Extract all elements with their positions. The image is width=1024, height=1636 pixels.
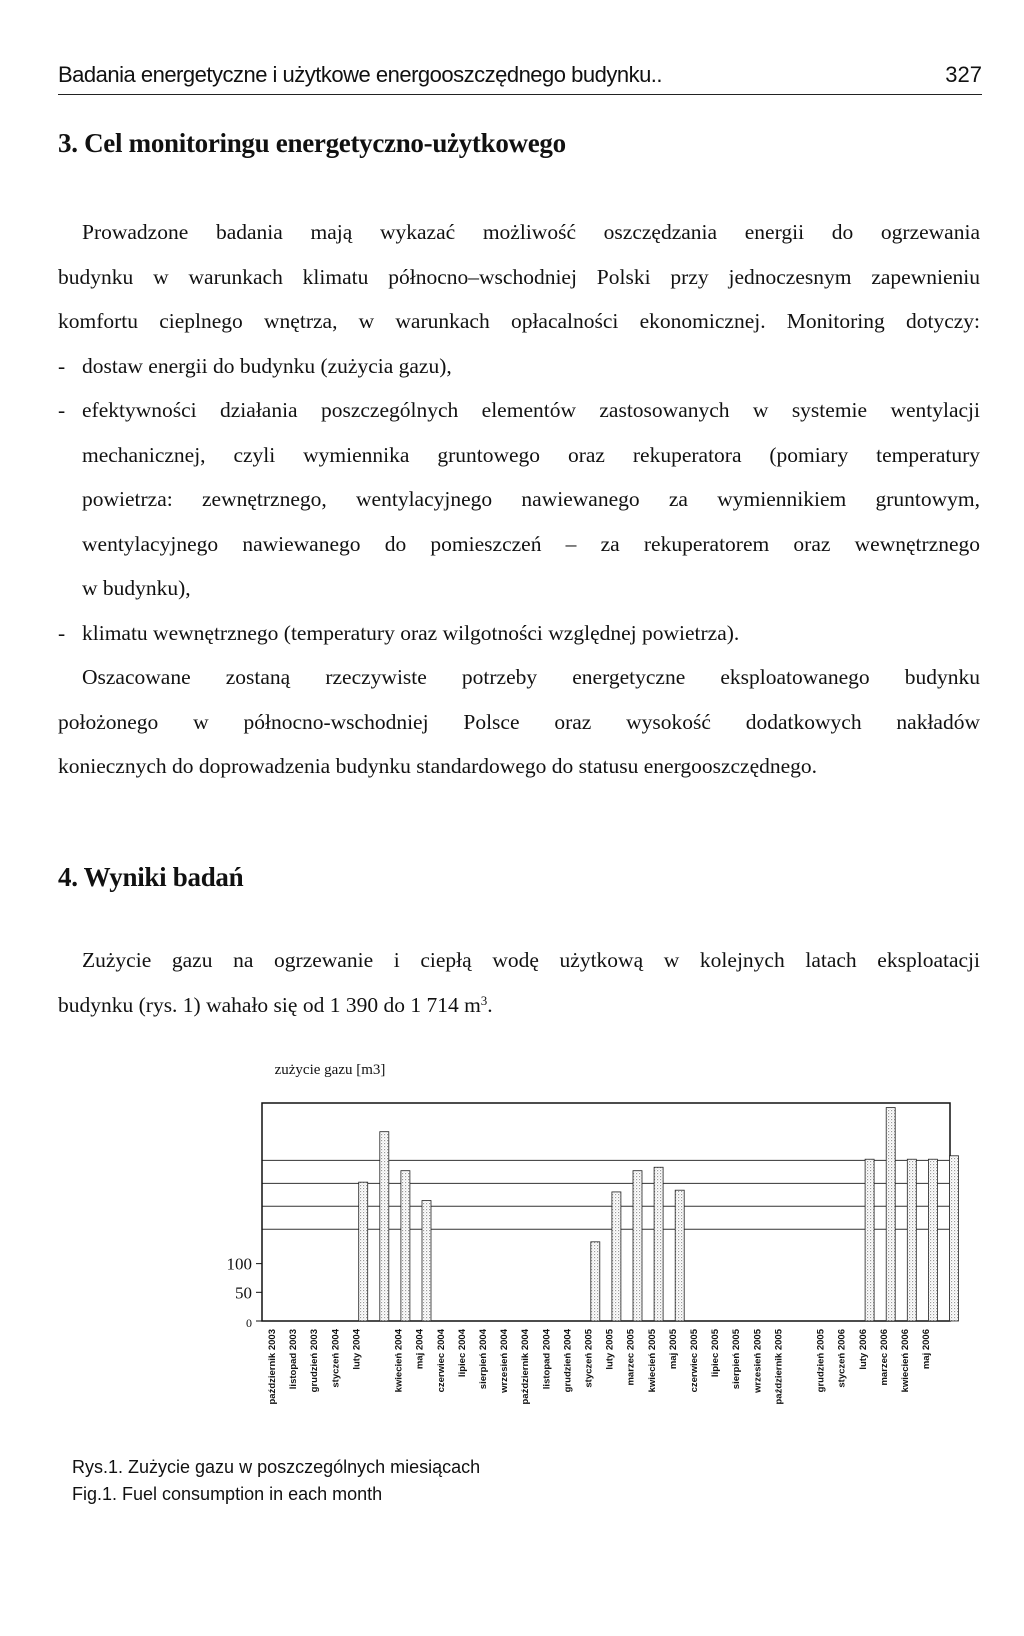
bar <box>359 1182 368 1321</box>
x-tick-label: maj 2006 <box>921 1329 933 1370</box>
bullet-2-line-3: powietrza: zewnętrznego, wentylacyjnego nawiewanego za wymiennikiem gruntowym, <box>82 487 980 511</box>
intro-line-2: budynku w warunkach klimatu północno–wschodniej Polski przy jednoczesnym zapewnieniu <box>58 264 980 289</box>
bullet-1-text: dostaw energii do budynku (zużycia gazu), <box>82 353 452 378</box>
closing-line-1: Oszacowane zostaną rzeczywiste potrzeby energetyczne eksploatowanego budynku <box>82 665 980 689</box>
x-tick-label: grudzień 2004 <box>562 1329 574 1393</box>
bar <box>654 1167 663 1321</box>
y-tick-label: 0 <box>246 1316 252 1330</box>
x-tick-label: marzec 2005 <box>625 1329 637 1386</box>
chart-title: zużycie gazu [m3] <box>274 1062 386 1078</box>
x-tick-label: październik 2003 <box>267 1329 278 1405</box>
section-4-heading: 4. Wyniki badań <box>58 862 244 892</box>
y-axis-ticks <box>227 1255 263 1330</box>
chart-bars <box>359 1108 959 1321</box>
x-tick-label: lipiec 2004 <box>456 1329 468 1378</box>
results-line-1: Zużycie gazu na ogrzewanie i ciepłą wodę użytkową w kolejnych latach eksploatacji <box>82 948 980 972</box>
results-line-2-end: . <box>487 992 493 1017</box>
bar <box>380 1132 389 1321</box>
x-tick-label: maj 2005 <box>667 1329 679 1370</box>
intro-line-1: Prowadzone badania mają wykazać możliwość oszczędzania energii do ogrzewania <box>82 220 980 244</box>
x-tick-label: kwiecień 2006 <box>900 1329 911 1393</box>
y-tick-label: 100 <box>226 1254 252 1274</box>
bar <box>907 1159 916 1321</box>
x-axis-labels <box>267 1328 932 1404</box>
bullet-2-line-1: efektywności działania poszczególnych elementów zastosowanych w systemie wentylacji <box>82 398 980 422</box>
bar <box>422 1201 431 1321</box>
x-tick-label: październik 2005 <box>773 1329 785 1405</box>
x-tick-label: czerwiec 2004 <box>435 1329 447 1393</box>
bullet-2-line-5: w budynku), <box>82 576 191 600</box>
bar <box>675 1190 684 1321</box>
x-tick-label: marzec 2006 <box>878 1329 890 1386</box>
x-tick-label: lipiec 2005 <box>710 1329 722 1378</box>
x-tick-label: styczeń 2004 <box>330 1329 342 1388</box>
x-tick-label: sierpień 2004 <box>478 1329 489 1390</box>
bar <box>633 1171 642 1321</box>
x-tick-label: listopad 2004 <box>541 1329 553 1390</box>
closing-line-2: położonego w północno-wschodniej Polsce oraz wysokość dodatkowych nakładów <box>58 709 980 734</box>
page-number: 327 <box>945 62 982 87</box>
x-tick-label: czerwiec 2005 <box>689 1329 700 1393</box>
bar <box>401 1171 410 1321</box>
bullet-dash: - <box>58 398 66 422</box>
bar <box>950 1156 959 1321</box>
bar <box>591 1242 600 1321</box>
x-tick-label: grudzień 2003 <box>309 1329 321 1393</box>
x-tick-label: maj 2004 <box>414 1329 426 1370</box>
cubic-superscript: 3 <box>480 992 488 1008</box>
x-tick-label: wrzesień 2005 <box>752 1329 764 1393</box>
results-line-2-text: budynku (rys. 1) wahało się od 1 390 do 1 714 m <box>58 992 481 1017</box>
bullet-2-line-2: mechanicznej, czyli wymiennika gruntowego oraz rekuperatora (pomiary temperatury <box>82 442 980 467</box>
x-tick-label: luty 2004 <box>351 1329 363 1370</box>
x-tick-label: luty 2005 <box>604 1329 616 1370</box>
x-tick-label: styczeń 2005 <box>583 1329 595 1388</box>
closing-line-3: koniecznych do doprowadzenia budynku standardowego do statusu energooszczędnego. <box>58 754 818 778</box>
x-tick-label: luty 2006 <box>857 1329 869 1370</box>
intro-line-3: komfortu cieplnego wnętrza, w warunkach opłacalności ekonomicznej. Monitoring dotyczy: <box>58 309 980 333</box>
bar <box>612 1192 621 1321</box>
bullet-dash: - <box>58 353 66 378</box>
bar <box>928 1159 937 1321</box>
x-tick-label: październik 2004 <box>520 1329 532 1405</box>
figure-caption <box>72 1454 480 1508</box>
x-tick-label: styczeń 2006 <box>836 1329 848 1388</box>
caption-english: Fig.1. Fuel consumption in each month <box>72 1484 383 1504</box>
bullet-dash: - <box>58 620 66 645</box>
x-tick-label: grudzień 2005 <box>815 1329 827 1393</box>
x-tick-label: sierpień 2005 <box>731 1329 743 1390</box>
x-tick-label: kwiecień 2005 <box>646 1329 658 1393</box>
section-3-heading: 3. Cel monitoringu energetyczno-użytkowego <box>58 128 566 158</box>
bar <box>886 1108 895 1321</box>
bar <box>865 1159 874 1321</box>
bullet-3-text: klimatu wewnętrznego (temperatury oraz wilgotności względnej powietrza). <box>82 620 740 645</box>
x-tick-label: listopad 2003 <box>288 1329 300 1390</box>
running-title: Badania energetyczne i użytkowe energooszczędnego budynku.. <box>58 62 663 87</box>
y-tick-label: 50 <box>235 1283 252 1303</box>
caption-polish: Rys.1. Zużycie gazu w poszczególnych miesiącach <box>72 1457 481 1477</box>
bullet-2-line-4: wentylacyjnego nawiewanego do pomieszczeń – za rekuperatorem oraz wewnętrznego <box>82 531 980 556</box>
x-tick-label: kwiecień 2004 <box>393 1329 405 1393</box>
x-tick-label: wrzesień 2004 <box>499 1329 511 1393</box>
